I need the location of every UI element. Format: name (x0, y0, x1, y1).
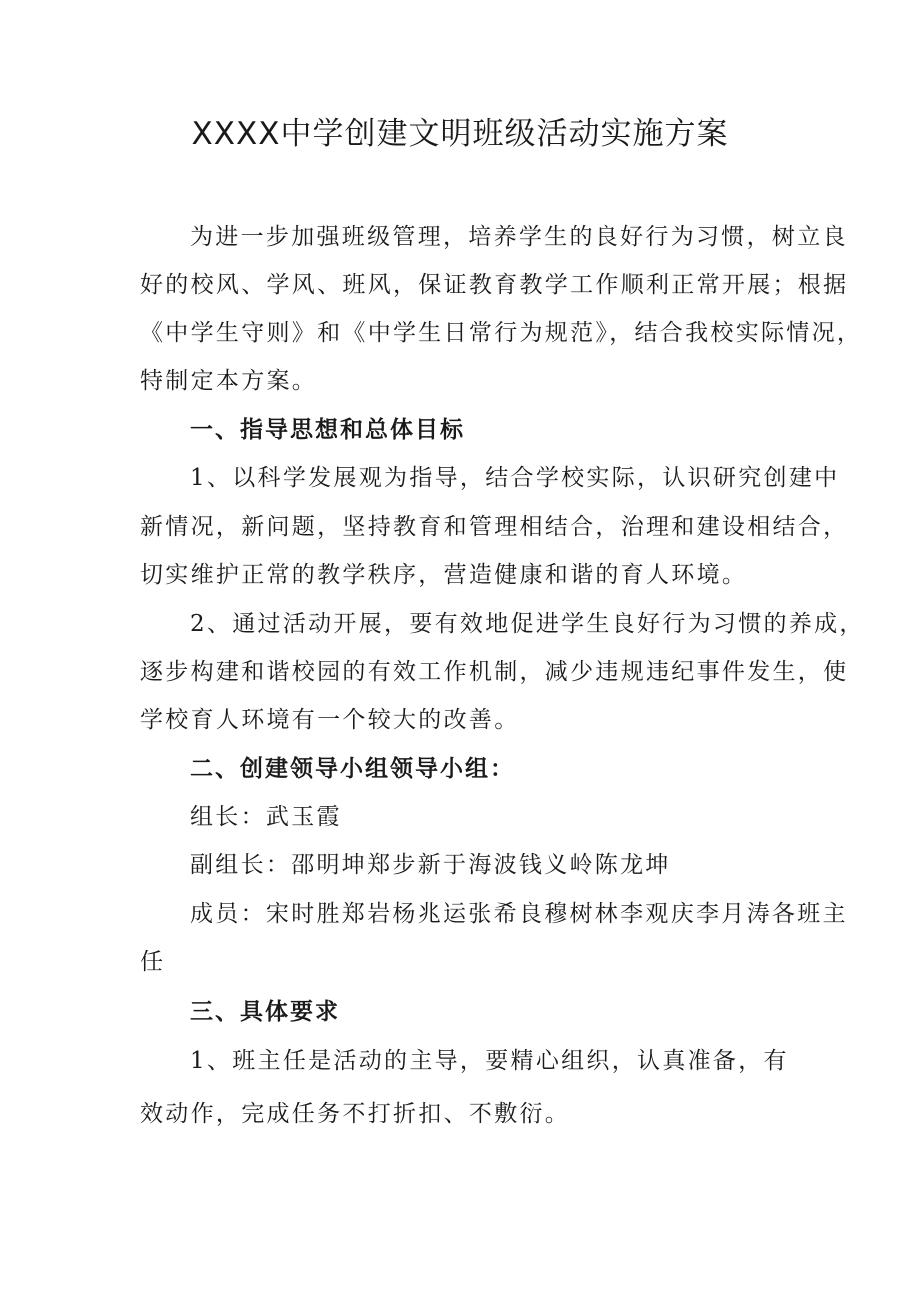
section1-item2-line: 2、通过活动开展，要有效地促进学生良好行为习惯的养成， (190, 611, 865, 637)
section1-item2-line: 逐步构建和谐校园的有效工作机制，减少违规违纪事件发生，使 (140, 659, 849, 685)
document-title: XXXX中学创建文明班级活动实施方案 (191, 116, 729, 152)
intro-line: 为进一步加强班级管理，培养学生的良好行为习惯，树立良 (190, 224, 848, 250)
group-leader: 组长：武玉霞 (190, 804, 342, 830)
section3-item1-line: 效动作，完成任务不打折扣、不敷衍。 (140, 1101, 571, 1127)
group-members-line: 成员：宋时胜郑岩杨兆运张希良穆树林李观庆李月涛各班主 (190, 901, 848, 927)
intro-line: 《中学生守则》和《中学生日常行为规范》，结合我校实际情况， (140, 320, 863, 346)
section1-item2-line: 学校育人环境有一个较大的改善。 (140, 707, 520, 733)
section1-item1-line: 新情况，新问题，坚持教育和管理相结合，治理和建设相结合， (140, 514, 849, 540)
section1-item1-line: 切实维护正常的教学秩序，营造健康和谐的育人环境。 (140, 562, 748, 588)
section-heading-3: 三、具体要求 (190, 999, 340, 1025)
section3-item1-line: 1、班主任是活动的主导，要精心组织，认真准备，有 (190, 1048, 789, 1074)
intro-line: 特制定本方案。 (140, 368, 318, 394)
section-heading-1: 一、指导思想和总体目标 (190, 417, 465, 443)
intro-line: 好的校风、学风、班风，保证教育教学工作顺利正常开展；根据 (140, 272, 849, 298)
section-heading-2: 二、创建领导小组领导小组： (190, 756, 515, 782)
group-deputy: 副组长：邵明坤郑步新于海波钱义岭陈龙坤 (190, 852, 671, 878)
group-members-line: 任 (140, 949, 166, 975)
section1-item1-line: 1、以科学发展观为指导，结合学校实际，认识研究创建中 (190, 465, 840, 491)
